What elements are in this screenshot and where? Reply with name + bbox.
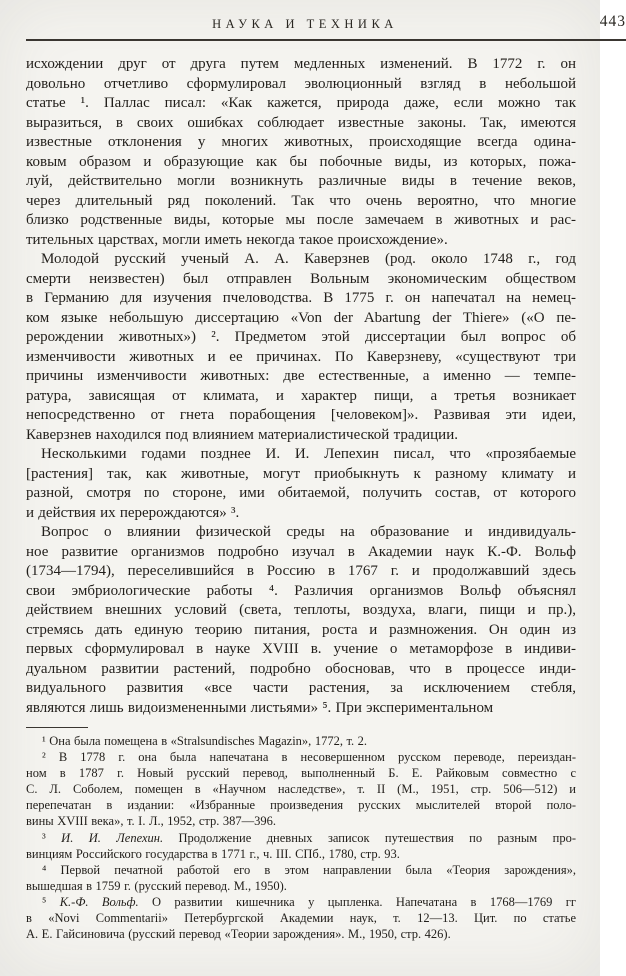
footnote-line [26,830,576,846]
body-line: причины изменчивости животных: две естественные, а именно — темпе- [26,368,576,384]
body-line: ковым образом и образующие как бы побочные виды, из которых, пожа- [26,153,576,170]
body-line: изменчивости животных и ее причинах. По Каверзневу, «существуют три [26,348,576,365]
body-line: свои эмбриологические работы ⁴. Различия организмов Вольф объяснял [26,582,576,599]
body-line: и действия их перерождаются» ³. [26,504,240,521]
body-line: в Германию для изучения пчеловодства. В 1775 г. он напечатал на немец- [26,290,576,306]
body-line: тительных царствах, могли иметь некогда такое происхождение». [26,231,448,248]
body-line: ком языке небольшую диссертацию «Von der Abartung der Thiere» («О пе- [26,309,576,326]
footnote-line: вышедшая в 1759 г. (русский перевод. М., 1950). [26,878,287,893]
footnote-line: ном в 1787 г. Новый русский перевод, выполненный Б. Е. Райковым совместно с [26,766,576,781]
body-line: стремясь дать единую теорию питания, роста и размножения. Он один из [26,621,576,638]
footnote-line: ² В 1778 г. она была напечатана в несовершенном русском переводе, переиздан- [42,750,576,765]
body-text [26,55,576,718]
body-line: первых сформулировал в науке XVIII в. учение о метаморфозе в индиви- [26,641,576,657]
body-line: (1734—1794), переселившийся в Россию в 1767 г. и продолжавший здесь [26,563,576,579]
body-line: Молодой русский ученый А. А. Каверзнев (род. около 1748 г., год [41,251,576,267]
body-line: луй, действительно могли возникнуть различные виды в течение веков, [26,173,576,189]
body-line: исхождении друг от друга путем медленных изменений. В 1772 г. он [26,56,576,72]
footnote-line: С. Л. Соболем, помещен в «Научном наследстве», т. II (М., 1951, стр. 506—512) и [26,782,576,797]
body-line: видуального развития «все части растения, за исключением стебля, [26,680,576,696]
body-line: действием внешних условий (света, теплоты, воздуха, влаги, пищи и пр.), [26,602,576,618]
text-segment: ³ [42,830,62,845]
italic-text: И. И. Лепехин. [61,830,164,845]
footnote-line: винциям Российского государства в 1771 г., ч. III. СПб., 1780, стр. 93. [26,846,400,861]
body-line: [растения] так, как животные, могут приобыкнуть к разному климату и [26,465,576,482]
body-line: выразиться, в своих ошибках соблюдает известные законы. Так, имеются [26,114,576,131]
header-rule [26,39,626,41]
footnote-line: А. Е. Гайсиновича (русский перевод «Теории зарождения». М., 1950, стр. 426). [26,927,451,942]
body-line: Вопрос о влиянии физической среды на образование и индивидуаль- [41,524,576,540]
footnote-line: вины XVIII века», т. I. Л., 1952, стр. 387—396. [26,814,277,829]
body-line: близко родственные виды, которые мы после замечаем в животных и рас- [26,212,576,228]
body-line: непосредственно от гнета порабощения [человеком]». Развивая эти идеи, [26,407,576,423]
text-segment: ⁵ [42,894,60,909]
footnote-line: ⁴ Первой печатной работой его в этом направлении была «Теория зарождения», [42,862,576,877]
page-header [26,0,626,40]
body-line: Несколькими годами позднее И. И. Лепехин писал, что «прозябаемые [41,446,576,462]
body-line: довольно отчетливо сформулировал эволюционный взгляд в небольшой [26,75,576,92]
footnote-line [26,894,576,910]
footnote-line: ¹ Она была помещена в «Stralsundisches Magazin», 1772, т. 2. [42,734,368,748]
footnotes [26,733,576,942]
italic-text: К.-Ф. Вольф. [59,894,139,909]
page-number: 443 [599,13,626,30]
body-line: являются лишь видоизмененными листьями» ⁵. При экспериментальном [26,699,494,716]
footnote-line: в «Novi Commentarii» Петербургской Академии наук, т. 12—13. Цит. по статье [26,911,576,926]
body-line: ное развитие организмов подробно изучал в Академии наук К.-Ф. Вольф [26,543,576,560]
body-line: ратура, зависящая от климата, и характер пищи, а третья возникает [26,387,576,404]
text-segment: Продолжение дневных записок путешествия по разным про- [163,830,576,845]
body-line: через длительный ряд поколений. Так что очень вероятно, что многие [26,192,576,209]
footnote-line: перепечатан в издании: «Избранные произведения русских мыслителей второй поло- [26,798,576,813]
body-line: известные отклонения у многих животных, происходящие всегда одина- [26,134,576,150]
body-line: разной, смотря по стороне, ими обитаемой, получить состав, от которого [26,485,576,501]
body-line: рерождении животных») ². Предметом этой диссертации был вопрос об [26,329,576,345]
body-line: статье ¹. Паллас писал: «Как кажется, природа даже, если можно так [26,95,576,111]
running-head-title: НАУКА И ТЕХНИКА [212,17,398,31]
text-segment: О развитии кишечника у цыпленка. Напечатана в 1768—1769 гг [138,894,576,909]
body-line: смерти неизвестен) был отправлен Вольным экономическим обществом [26,270,576,287]
footnote-separator [26,727,88,728]
body-line: Каверзнев находился под влиянием материалистической традиции. [26,426,458,443]
body-line: дуальном развитии растений, подробно обосновав, что в процессе инди- [26,660,576,677]
